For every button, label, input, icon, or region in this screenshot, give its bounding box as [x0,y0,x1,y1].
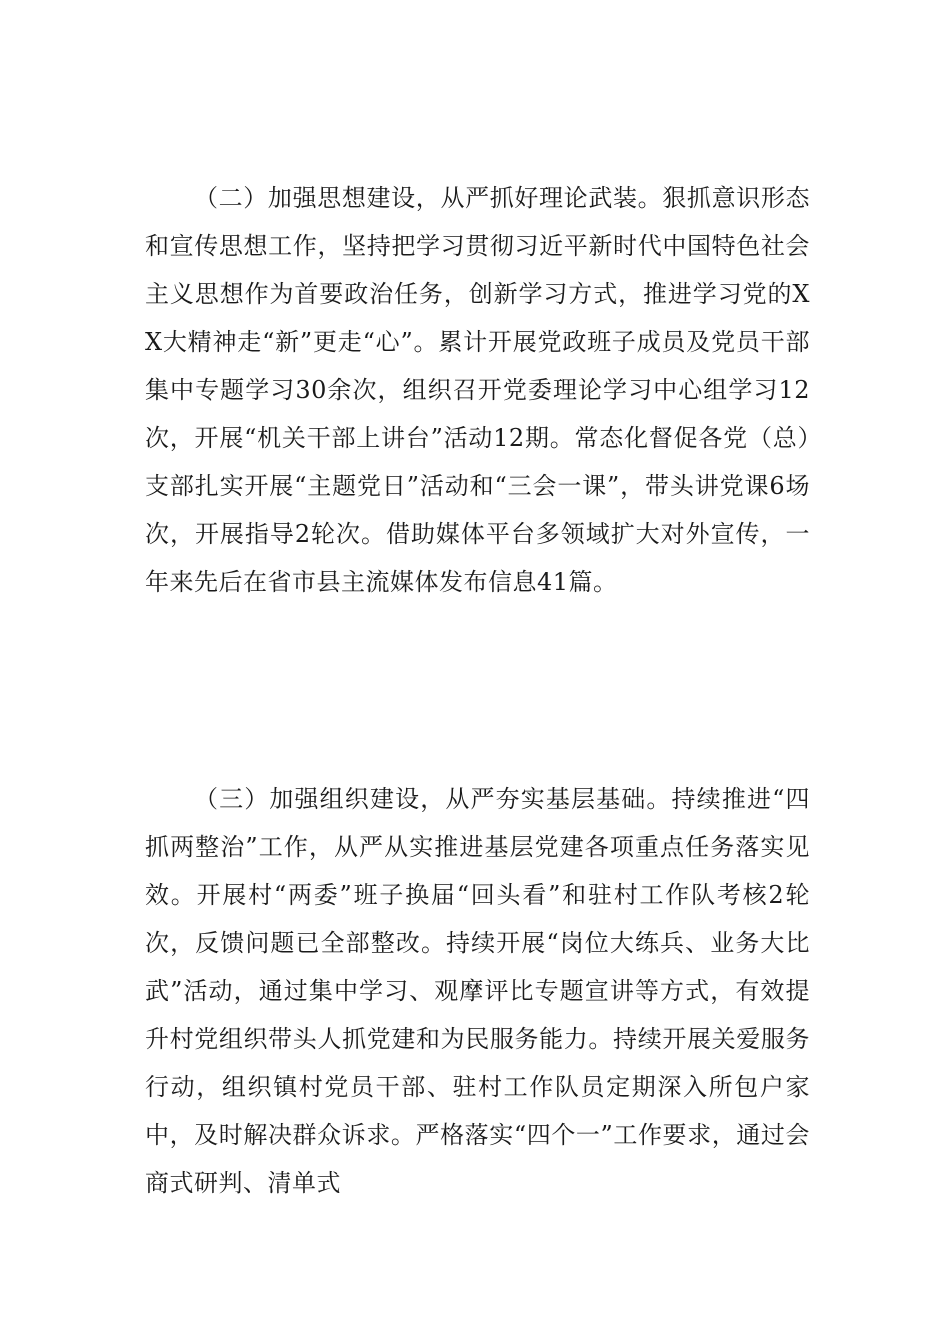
paragraph-ideological-building [145,174,810,606]
paragraph-heading: （三）加强组织建设，从严夯实基层基础。 [194,785,672,813]
paragraph-body: 持续推进“四抓两整治”工作，从严从实推进基层党建各项重点任务落实见效。开展村“两委”班子换届“回头看”和驻村工作队考核2轮次，反馈问题已全部整改。持续开展“岗位大练兵、业务大比武”活动，通过集中学习、观摩评比专题宣讲等方式，有效提升村党组织带头人抓党建和为民服务能力。持续开展关爱服务行动，组织镇村党员干部、驻村工作队员定期深入所包户家中，及时解决群众诉求。严格落实“四个一”工作要求，通过会商式研判、清单式 [145,785,810,1197]
paragraph-body: 狠抓意识形态和宣传思想工作，坚持把学习贯彻习近平新时代中国特色社会主义思想作为首要政治任务，创新学习方式，推进学习党的XX大精神走“新”更走“心”。累计开展党政班子成员及党员干部集中专题学习30余次，组织召开党委理论学习中心组学习12次，开展“机关干部上讲台”活动12期。常态化督促各党（总）支部扎实开展“主题党日”活动和“三会一课”，带头讲党课6场次，开展指导2轮次。借助媒体平台多领域扩大对外宣传，一年来先后在省市县主流媒体发布信息41篇。 [145,184,811,596]
paragraph-organizational-building [145,775,810,1207]
paragraph-heading: （二）加强思想建设，从严抓好理论武装。 [194,184,663,212]
